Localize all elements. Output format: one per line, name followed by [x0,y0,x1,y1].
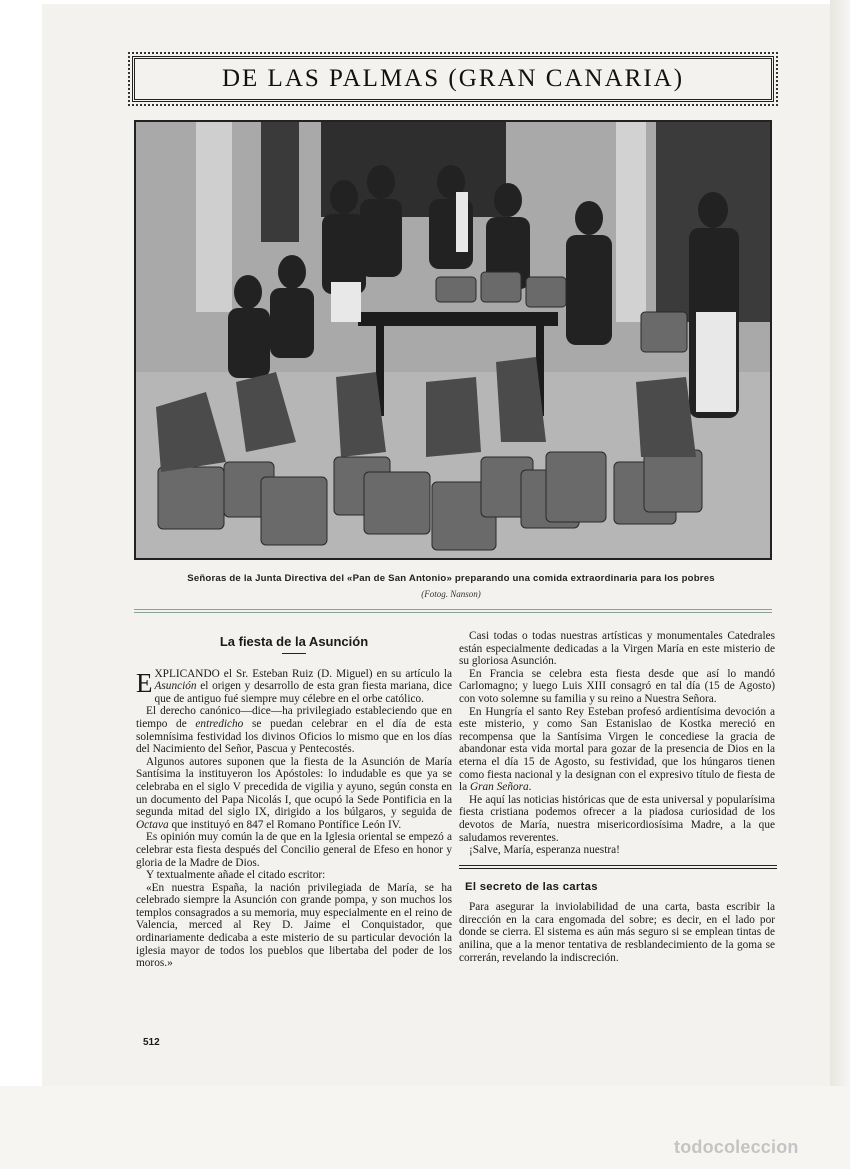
emphasis-text: Asunción [154,680,197,693]
right-column [459,630,775,964]
lead-word: XPLICANDO [154,667,220,680]
left-column [136,630,452,970]
drop-cap: E [136,667,153,698]
paragraph-text: que instituyó en 847 el Romano Pontífice León IV. [168,818,402,831]
paragraph-text: el Sr. Esteban Ruiz (D. Miguel) en su artículo la [219,667,452,680]
article-paragraph [136,705,452,755]
article-paragraph: ¡Salve, María, esperanza nuestra! [469,844,620,857]
article-paragraph: Casi todas o todas nuestras artísticas y monumentales Catedrales están especialmente dedicadas a la Virgen María en este misterio de su gloriosa Asunción. [459,630,775,668]
article-paragraph: Y textualmente añade el citado escritor: [146,869,326,882]
photo-credit: (Fotog. Nanson) [421,589,481,599]
watermark: todocoleccion [674,1137,799,1157]
title-underline [282,653,306,654]
paragraph-text: El derecho canónico—dice—ha privilegiado estableciendo que en tiempo de [136,705,452,730]
section-divider [134,609,772,613]
paragraph-text: se puedan celebrar en el día de esta solemnísima festividad los divinos Oficios lo mismo que en los días del Nacimiento del Señor, Pascua y Pentecostés. [136,717,452,756]
article-divider [459,865,777,869]
article-paragraph: Es opinión muy común la de que en la Iglesia oriental se empezó a celebrar esta fiesta después del Concilio general de Efeso en honor y gloria de la Madre de Dios. [136,831,452,869]
article-paragraph [136,756,452,832]
photo-caption: Señoras de la Junta Directiva del «Pan de San Antonio» preparando una comida extraordinaria para los pobres [187,573,715,584]
emphasis-text: Gran Señora [469,781,529,794]
article-paragraph: En Francia se celebra esta fiesta desde que así lo mandó Carlomagno; y luego Luis XIII consagró en tal día (15 de Agosto) con voto solemne su familia y su reino a Nuestra Señora. [459,667,775,705]
article-title: El secreto de las cartas [465,880,598,893]
scan-margin-right [830,0,850,1169]
article-title: La fiesta de la Asunción [219,634,369,649]
article-paragraph: «En nuestra España, la nación privilegiada de María, se ha celebrado siempre la Asunción con grande pompa, y son muchos los templos consagrados a su memoria, muy especialmente en el reino de Valencia, merced al Rey D. Jaime el Conquistador, que ordinariamente dedicaba a este misterio de su particular devoción la iglesia mayor de todos los pueblos que libertaba del poder de los moros.» [136,881,452,970]
header-frame [132,56,774,102]
paragraph-text: En Hungría el santo Rey Esteban profesó ardientísima devoción a este misterio, y como San Estanislao de Kostka mereció en recompensa que la Santísima Virgen le concediese la gracia de abandonar esta vida mortal para gozar de la presencia de Dios en la eterna el día 15 de Agosto, su festividad, que los húngaros tienen como fiesta nacional y la designan con el expresivo título de fiesta de la [459,705,775,794]
emphasis-text: entredicho [195,717,244,730]
article-paragraph [136,668,452,706]
article-paragraph: Para asegurar la inviolabilidad de una carta, basta escribir la dirección en la cara engomada del sobre; es decir, en el lado por donde se cierra. El sistema es aún más seguro si se emplean tintas de anilina, que a la menor tentativa de resblandecimiento de la goma se correrán, revelando la indiscreción. [459,901,775,964]
paragraph-text: el origen y desarrollo de esta gran fiesta mariana, dice que de antiguo fué siempre muy célebre en el orbe católico. [154,680,452,705]
emphasis-text: Octava [136,818,169,831]
paragraph-text: Algunos autores suponen que la fiesta de la Asunción de María Santísima la instituyeron los Apóstoles: lo indudable es que ya se celebraba en el siglo V precedida de vigilia y ayuno, según consta en un documento del Papa Nicolás I, que ocupó la Sede Pontificia en la segunda mitad del siglo IX, dirigido a los búlgaros, y seguida de [136,755,452,819]
paragraph-text: . [528,781,532,794]
article-paragraph [459,706,775,794]
page-title: DE LAS PALMAS (GRAN CANARIA) [221,65,685,92]
group-photo [134,120,772,560]
article-paragraph: He aquí las noticias históricas que de esta universal y popularísima fiesta cristiana podemos ofrecer a la piadosa curiosidad de los devotos de María, nuestra misericordiosísima Madre, a la que saludamos reverentes. [459,793,775,844]
photo-illustration [136,122,770,558]
page-number: 512 [143,1037,160,1048]
